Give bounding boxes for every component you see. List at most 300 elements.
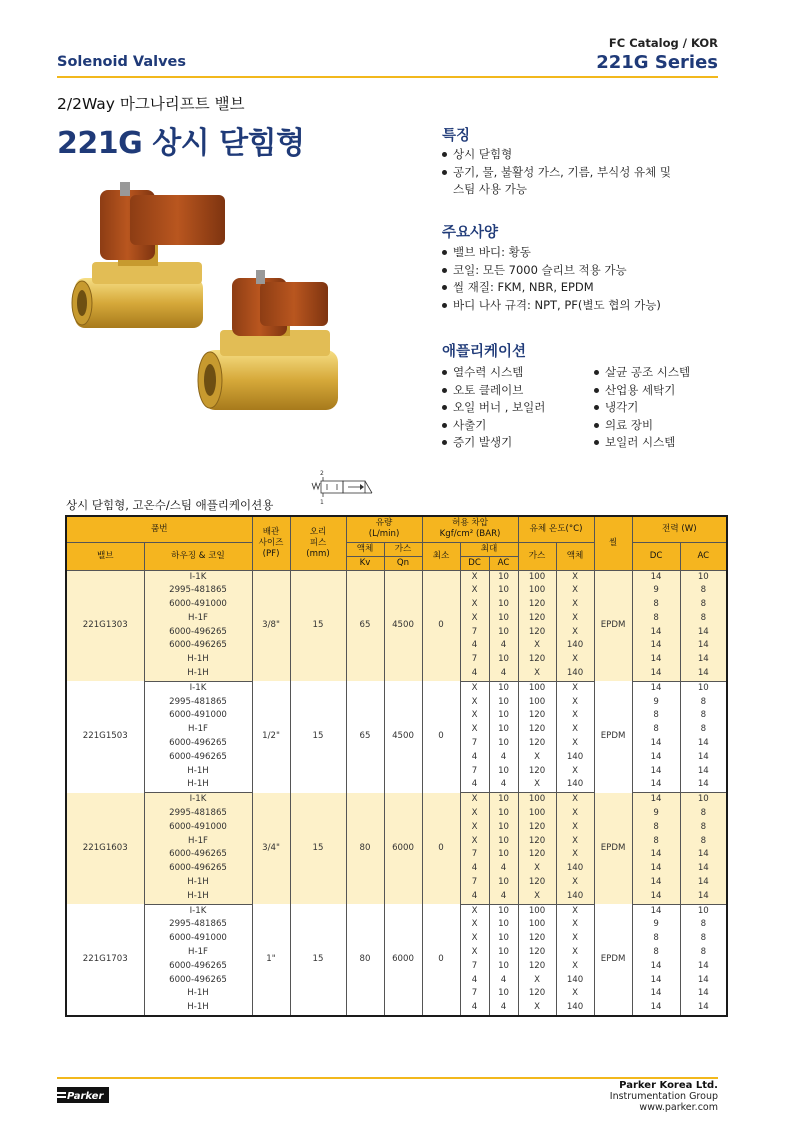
cell-qn: 4500 bbox=[384, 570, 422, 681]
header-ac: AC bbox=[489, 556, 518, 570]
logo-text: Parker bbox=[67, 1091, 104, 1102]
header-temp-liquid: 액체 bbox=[556, 542, 594, 570]
cell-temp-gas: X bbox=[518, 1001, 556, 1016]
cell-max-dc: X bbox=[460, 709, 489, 723]
cell-housing-coil: H-1F bbox=[144, 612, 252, 626]
cell-max-dc: X bbox=[460, 918, 489, 932]
cell-orifice: 15 bbox=[290, 904, 346, 1016]
cell-temp-gas: 100 bbox=[518, 918, 556, 932]
cell-max-dc: X bbox=[460, 570, 489, 584]
cell-housing-coil: 2995-481865 bbox=[144, 807, 252, 821]
cell-housing-coil: 6000-491000 bbox=[144, 598, 252, 612]
cell-temp-gas: 120 bbox=[518, 737, 556, 751]
cell-max-dc: X bbox=[460, 793, 489, 807]
cell-power-ac: 8 bbox=[680, 821, 727, 835]
cell-kv: 80 bbox=[346, 904, 384, 1016]
cell-power-dc: 8 bbox=[632, 598, 680, 612]
cell-qn: 6000 bbox=[384, 793, 422, 904]
cell-power-dc: 14 bbox=[632, 765, 680, 779]
cell-power-ac: 14 bbox=[680, 960, 727, 974]
cell-housing-coil: H-1F bbox=[144, 946, 252, 960]
cell-temp-liquid: X bbox=[556, 876, 594, 890]
cell-power-dc: 14 bbox=[632, 667, 680, 681]
cell-housing-coil: H-1F bbox=[144, 835, 252, 849]
cell-max-ac: 10 bbox=[489, 932, 518, 946]
cell-temp-liquid: X bbox=[556, 709, 594, 723]
cell-power-ac: 10 bbox=[680, 793, 727, 807]
cell-power-dc: 8 bbox=[632, 946, 680, 960]
cell-power-dc: 14 bbox=[632, 1001, 680, 1016]
cell-max-ac: 10 bbox=[489, 584, 518, 598]
spec-item: 씰 재질: FKM, NBR, EPDM bbox=[442, 279, 722, 297]
cell-max-dc: 4 bbox=[460, 639, 489, 653]
cell-power-dc: 14 bbox=[632, 862, 680, 876]
cell-housing-coil: H-1F bbox=[144, 723, 252, 737]
cell-power-ac: 8 bbox=[680, 918, 727, 932]
cell-housing-coil: 2995-481865 bbox=[144, 584, 252, 598]
cell-power-dc: 14 bbox=[632, 793, 680, 807]
cell-seal: EPDM bbox=[594, 793, 632, 904]
cell-max-ac: 10 bbox=[489, 946, 518, 960]
cell-max-ac: 4 bbox=[489, 667, 518, 681]
cell-qn: 4500 bbox=[384, 681, 422, 792]
applications-title: 애플리케이션 bbox=[442, 344, 527, 360]
footer-url: www.parker.com bbox=[639, 1102, 718, 1113]
cell-power-ac: 14 bbox=[680, 848, 727, 862]
cell-temp-liquid: X bbox=[556, 946, 594, 960]
cell-max-ac: 10 bbox=[489, 876, 518, 890]
cell-max-ac: 10 bbox=[489, 709, 518, 723]
cell-temp-liquid: X bbox=[556, 960, 594, 974]
cell-temp-gas: 100 bbox=[518, 793, 556, 807]
cell-temp-liquid: 140 bbox=[556, 778, 594, 792]
header-housing-coil: 하우징 & 코일 bbox=[144, 542, 252, 570]
cell-max-dc: X bbox=[460, 598, 489, 612]
cell-temp-gas: 100 bbox=[518, 807, 556, 821]
cell-max-dc: 4 bbox=[460, 862, 489, 876]
features-list bbox=[442, 146, 722, 199]
cell-temp-liquid: X bbox=[556, 598, 594, 612]
cell-housing-coil: 6000-496265 bbox=[144, 737, 252, 751]
series-label: 221G Series bbox=[596, 52, 718, 73]
cell-temp-gas: 100 bbox=[518, 696, 556, 710]
cell-temp-gas: 120 bbox=[518, 821, 556, 835]
cell-max-dc: X bbox=[460, 696, 489, 710]
header-power-dc: DC bbox=[632, 542, 680, 570]
application-item: 오토 클레이브 bbox=[442, 382, 592, 400]
cell-max-dc: X bbox=[460, 612, 489, 626]
cell-power-dc: 14 bbox=[632, 626, 680, 640]
spec-item: 코일: 모든 7000 슬리브 적용 가능 bbox=[442, 262, 722, 280]
cell-housing-coil: 6000-496265 bbox=[144, 626, 252, 640]
cell-housing-coil: 6000-496265 bbox=[144, 862, 252, 876]
cell-power-dc: 9 bbox=[632, 918, 680, 932]
cell-temp-gas: X bbox=[518, 751, 556, 765]
cell-temp-liquid: X bbox=[556, 570, 594, 584]
cell-temp-liquid: X bbox=[556, 987, 594, 1001]
cell-power-dc: 8 bbox=[632, 723, 680, 737]
cell-max-dc: 4 bbox=[460, 778, 489, 792]
cell-max-dc: 4 bbox=[460, 751, 489, 765]
cell-temp-gas: 120 bbox=[518, 709, 556, 723]
cell-temp-gas: 120 bbox=[518, 876, 556, 890]
features-title: 특징 bbox=[442, 128, 471, 144]
cell-power-ac: 8 bbox=[680, 835, 727, 849]
cell-power-dc: 14 bbox=[632, 681, 680, 695]
cell-power-ac: 14 bbox=[680, 876, 727, 890]
applications-list-left bbox=[442, 364, 592, 452]
cell-temp-gas: X bbox=[518, 862, 556, 876]
cell-power-dc: 14 bbox=[632, 778, 680, 792]
cell-power-dc: 14 bbox=[632, 570, 680, 584]
cell-max-ac: 10 bbox=[489, 598, 518, 612]
cell-power-dc: 9 bbox=[632, 696, 680, 710]
cell-power-dc: 14 bbox=[632, 960, 680, 974]
cell-temp-gas: 120 bbox=[518, 848, 556, 862]
cell-temp-liquid: 140 bbox=[556, 890, 594, 904]
cell-power-ac: 14 bbox=[680, 1001, 727, 1016]
cell-housing-coil: H-1H bbox=[144, 778, 252, 792]
cell-max-dc: 7 bbox=[460, 848, 489, 862]
cell-temp-liquid: 140 bbox=[556, 639, 594, 653]
cell-temp-gas: 100 bbox=[518, 904, 556, 918]
header-liquid: 액체 bbox=[346, 542, 384, 556]
cell-power-dc: 14 bbox=[632, 904, 680, 918]
cell-power-dc: 14 bbox=[632, 890, 680, 904]
cell-power-dc: 14 bbox=[632, 876, 680, 890]
cell-max-ac: 10 bbox=[489, 835, 518, 849]
cell-seal: EPDM bbox=[594, 904, 632, 1016]
cell-power-ac: 10 bbox=[680, 570, 727, 584]
cell-power-ac: 8 bbox=[680, 932, 727, 946]
footer-group: Instrumentation Group bbox=[609, 1091, 718, 1102]
cell-housing-coil: H-1H bbox=[144, 653, 252, 667]
spec-table bbox=[65, 515, 728, 1017]
header-pipe-size: 배관 사이즈 (PF) bbox=[252, 516, 290, 570]
cell-housing-coil: 6000-496265 bbox=[144, 960, 252, 974]
table-row bbox=[66, 904, 727, 918]
cell-max-ac: 10 bbox=[489, 765, 518, 779]
cell-temp-gas: 120 bbox=[518, 612, 556, 626]
cell-housing-coil: I-1K bbox=[144, 904, 252, 918]
cell-max-dc: 7 bbox=[460, 876, 489, 890]
cell-housing-coil: 6000-496265 bbox=[144, 848, 252, 862]
cell-power-ac: 8 bbox=[680, 584, 727, 598]
header-orifice: 오리 피스 (mm) bbox=[290, 516, 346, 570]
cell-power-dc: 14 bbox=[632, 639, 680, 653]
specs-list bbox=[442, 244, 722, 314]
cell-qn: 6000 bbox=[384, 904, 422, 1016]
cell-max-ac: 10 bbox=[489, 904, 518, 918]
cell-temp-gas: 120 bbox=[518, 932, 556, 946]
cell-temp-gas: X bbox=[518, 667, 556, 681]
cell-min-pressure: 0 bbox=[422, 793, 460, 904]
cell-temp-gas: 100 bbox=[518, 570, 556, 584]
cell-orifice: 15 bbox=[290, 570, 346, 681]
table-row bbox=[66, 793, 727, 807]
cell-temp-gas: 120 bbox=[518, 835, 556, 849]
cell-temp-gas: 120 bbox=[518, 987, 556, 1001]
cell-power-ac: 8 bbox=[680, 612, 727, 626]
cell-temp-liquid: X bbox=[556, 626, 594, 640]
cell-temp-liquid: X bbox=[556, 793, 594, 807]
header-temp: 유체 온도(°C) bbox=[518, 516, 594, 542]
cell-max-dc: 4 bbox=[460, 667, 489, 681]
cell-housing-coil: H-1H bbox=[144, 667, 252, 681]
cell-housing-coil: H-1H bbox=[144, 890, 252, 904]
cell-seal: EPDM bbox=[594, 681, 632, 792]
cell-temp-liquid: X bbox=[556, 835, 594, 849]
cell-max-ac: 10 bbox=[489, 681, 518, 695]
cell-power-dc: 14 bbox=[632, 653, 680, 667]
cell-power-dc: 14 bbox=[632, 987, 680, 1001]
cell-temp-liquid: 140 bbox=[556, 751, 594, 765]
header-flow: 유량 (L/min) bbox=[346, 516, 422, 542]
cell-housing-coil: I-1K bbox=[144, 681, 252, 695]
cell-temp-liquid: 140 bbox=[556, 862, 594, 876]
cell-pipe-size: 3/4" bbox=[252, 793, 290, 904]
cell-max-dc: X bbox=[460, 835, 489, 849]
cell-temp-liquid: X bbox=[556, 584, 594, 598]
cell-orifice: 15 bbox=[290, 681, 346, 792]
header-valve: 밸브 bbox=[66, 542, 144, 570]
cell-temp-gas: X bbox=[518, 778, 556, 792]
cell-temp-liquid: X bbox=[556, 681, 594, 695]
cell-power-ac: 8 bbox=[680, 709, 727, 723]
header-seal: 씰 bbox=[594, 516, 632, 570]
cell-housing-coil: 2995-481865 bbox=[144, 918, 252, 932]
cell-temp-liquid: X bbox=[556, 723, 594, 737]
port-label-in: 2 bbox=[320, 470, 324, 477]
header-part-no: 품번 bbox=[66, 516, 252, 542]
page-title: 221G 상시 닫힘형 bbox=[57, 126, 305, 161]
cell-valve: 221G1703 bbox=[66, 904, 144, 1016]
applications-list-right bbox=[594, 364, 724, 452]
application-item: 냉각기 bbox=[594, 399, 724, 417]
cell-max-dc: 4 bbox=[460, 974, 489, 988]
cell-min-pressure: 0 bbox=[422, 570, 460, 681]
valve-symbol-icon bbox=[310, 467, 376, 505]
cell-power-ac: 14 bbox=[680, 974, 727, 988]
cell-min-pressure: 0 bbox=[422, 681, 460, 792]
cell-max-ac: 10 bbox=[489, 807, 518, 821]
cell-max-ac: 10 bbox=[489, 848, 518, 862]
cell-temp-liquid: X bbox=[556, 932, 594, 946]
cell-temp-liquid: X bbox=[556, 904, 594, 918]
cell-min-pressure: 0 bbox=[422, 904, 460, 1016]
cell-pipe-size: 1/2" bbox=[252, 681, 290, 792]
cell-max-ac: 4 bbox=[489, 890, 518, 904]
header-gas: 가스 bbox=[384, 542, 422, 556]
cell-max-dc: X bbox=[460, 946, 489, 960]
cell-power-dc: 8 bbox=[632, 932, 680, 946]
application-item: 의료 장비 bbox=[594, 417, 724, 435]
header-pressure: 허용 차압 Kgf/cm² (BAR) bbox=[422, 516, 518, 542]
cell-housing-coil: 6000-491000 bbox=[144, 932, 252, 946]
spec-item: 밸브 바디: 황동 bbox=[442, 244, 722, 262]
footer-divider bbox=[57, 1077, 718, 1079]
cell-kv: 65 bbox=[346, 681, 384, 792]
cell-power-dc: 9 bbox=[632, 584, 680, 598]
header-qn: Qn bbox=[384, 556, 422, 570]
cell-housing-coil: H-1H bbox=[144, 765, 252, 779]
header-divider bbox=[57, 76, 718, 78]
cell-temp-liquid: X bbox=[556, 848, 594, 862]
cell-max-dc: X bbox=[460, 821, 489, 835]
cell-temp-gas: X bbox=[518, 890, 556, 904]
cell-housing-coil: H-1H bbox=[144, 876, 252, 890]
cell-max-ac: 10 bbox=[489, 821, 518, 835]
page-subtitle: 2/2Way 마그나리프트 밸브 bbox=[57, 95, 245, 113]
cell-power-ac: 8 bbox=[680, 946, 727, 960]
cell-max-ac: 4 bbox=[489, 974, 518, 988]
cell-max-dc: X bbox=[460, 681, 489, 695]
cell-max-ac: 10 bbox=[489, 626, 518, 640]
cell-kv: 80 bbox=[346, 793, 384, 904]
cell-max-dc: 4 bbox=[460, 1001, 489, 1016]
cell-max-ac: 10 bbox=[489, 723, 518, 737]
cell-valve: 221G1503 bbox=[66, 681, 144, 792]
cell-temp-liquid: X bbox=[556, 821, 594, 835]
cell-max-dc: X bbox=[460, 584, 489, 598]
cell-temp-liquid: X bbox=[556, 765, 594, 779]
cell-max-dc: 7 bbox=[460, 765, 489, 779]
header-max: 최대 bbox=[460, 542, 518, 556]
cell-housing-coil: 6000-496265 bbox=[144, 639, 252, 653]
cell-temp-liquid: X bbox=[556, 737, 594, 751]
cell-power-ac: 14 bbox=[680, 653, 727, 667]
cell-housing-coil: I-1K bbox=[144, 570, 252, 584]
cell-temp-gas: 120 bbox=[518, 598, 556, 612]
cell-max-dc: X bbox=[460, 932, 489, 946]
cell-max-dc: 7 bbox=[460, 626, 489, 640]
feature-item: 공기, 물, 불활성 가스, 기름, 부식성 유체 및 스팀 사용 가능 bbox=[442, 164, 722, 199]
cell-power-ac: 8 bbox=[680, 723, 727, 737]
table-row bbox=[66, 681, 727, 695]
cell-max-ac: 10 bbox=[489, 918, 518, 932]
cell-max-ac: 4 bbox=[489, 862, 518, 876]
cell-power-ac: 14 bbox=[680, 667, 727, 681]
header-temp-gas: 가스 bbox=[518, 542, 556, 570]
cell-max-ac: 10 bbox=[489, 696, 518, 710]
cell-power-dc: 14 bbox=[632, 974, 680, 988]
cell-temp-liquid: 140 bbox=[556, 974, 594, 988]
cell-temp-gas: 120 bbox=[518, 723, 556, 737]
specs-title: 주요사양 bbox=[442, 225, 499, 241]
cell-power-dc: 14 bbox=[632, 848, 680, 862]
cell-max-ac: 10 bbox=[489, 960, 518, 974]
cell-power-dc: 8 bbox=[632, 612, 680, 626]
cell-max-ac: 4 bbox=[489, 778, 518, 792]
cell-kv: 65 bbox=[346, 570, 384, 681]
cell-temp-gas: 120 bbox=[518, 946, 556, 960]
cell-temp-gas: 100 bbox=[518, 681, 556, 695]
table-caption: 상시 닫힘형, 고온수/스팀 애플리케이션용 bbox=[66, 498, 274, 512]
cell-valve: 221G1303 bbox=[66, 570, 144, 681]
cell-max-ac: 10 bbox=[489, 653, 518, 667]
application-item: 오일 버너 , 보일러 bbox=[442, 399, 592, 417]
cell-power-ac: 8 bbox=[680, 598, 727, 612]
cell-power-ac: 14 bbox=[680, 862, 727, 876]
cell-temp-gas: X bbox=[518, 974, 556, 988]
header-power-ac: AC bbox=[680, 542, 727, 570]
cell-max-ac: 4 bbox=[489, 639, 518, 653]
application-item: 사출기 bbox=[442, 417, 592, 435]
spec-table-body bbox=[66, 570, 727, 1016]
cell-power-ac: 8 bbox=[680, 696, 727, 710]
cell-housing-coil: H-1H bbox=[144, 987, 252, 1001]
cell-power-ac: 8 bbox=[680, 807, 727, 821]
cell-power-dc: 8 bbox=[632, 821, 680, 835]
cell-max-ac: 4 bbox=[489, 751, 518, 765]
cell-power-ac: 14 bbox=[680, 987, 727, 1001]
cell-power-ac: 14 bbox=[680, 639, 727, 653]
cell-housing-coil: 6000-496265 bbox=[144, 751, 252, 765]
footer-company: Parker Korea Ltd. bbox=[619, 1080, 718, 1091]
header-dc: DC bbox=[460, 556, 489, 570]
cell-power-ac: 14 bbox=[680, 626, 727, 640]
cell-max-dc: 7 bbox=[460, 737, 489, 751]
cell-max-ac: 10 bbox=[489, 612, 518, 626]
cell-housing-coil: I-1K bbox=[144, 793, 252, 807]
cell-temp-liquid: X bbox=[556, 653, 594, 667]
cell-power-ac: 14 bbox=[680, 778, 727, 792]
header-kv: Kv bbox=[346, 556, 384, 570]
cell-housing-coil: 6000-496265 bbox=[144, 974, 252, 988]
cell-max-dc: 7 bbox=[460, 987, 489, 1001]
header-min: 최소 bbox=[422, 542, 460, 570]
cell-temp-gas: 120 bbox=[518, 626, 556, 640]
cell-power-ac: 14 bbox=[680, 737, 727, 751]
cell-power-dc: 8 bbox=[632, 709, 680, 723]
product-photo bbox=[70, 180, 370, 430]
catalog-label: FC Catalog / KOR bbox=[608, 36, 718, 50]
cell-max-dc: X bbox=[460, 723, 489, 737]
cell-power-dc: 14 bbox=[632, 751, 680, 765]
cell-temp-gas: 120 bbox=[518, 960, 556, 974]
application-item: 증기 발생기 bbox=[442, 434, 592, 452]
cell-temp-gas: 120 bbox=[518, 653, 556, 667]
cell-housing-coil: H-1H bbox=[144, 1001, 252, 1016]
header-power: 전력 (W) bbox=[632, 516, 727, 542]
cell-temp-liquid: X bbox=[556, 807, 594, 821]
cell-pipe-size: 1" bbox=[252, 904, 290, 1016]
cell-power-dc: 9 bbox=[632, 807, 680, 821]
category-label: Solenoid Valves bbox=[57, 54, 186, 70]
cell-pipe-size: 3/8" bbox=[252, 570, 290, 681]
valve-front bbox=[198, 270, 338, 410]
application-item: 산업용 세탁기 bbox=[594, 382, 724, 400]
application-item: 열수력 시스템 bbox=[442, 364, 592, 382]
application-item: 살균 공조 시스템 bbox=[594, 364, 724, 382]
application-item: 보일러 시스템 bbox=[594, 434, 724, 452]
cell-temp-liquid: X bbox=[556, 696, 594, 710]
table-row bbox=[66, 570, 727, 584]
cell-temp-gas: X bbox=[518, 639, 556, 653]
valve-back bbox=[72, 182, 225, 328]
cell-orifice: 15 bbox=[290, 793, 346, 904]
cell-temp-liquid: 140 bbox=[556, 667, 594, 681]
cell-power-dc: 14 bbox=[632, 737, 680, 751]
cell-max-dc: X bbox=[460, 807, 489, 821]
cell-power-ac: 10 bbox=[680, 681, 727, 695]
cell-housing-coil: 6000-491000 bbox=[144, 821, 252, 835]
cell-max-dc: X bbox=[460, 904, 489, 918]
cell-temp-gas: 100 bbox=[518, 584, 556, 598]
cell-max-ac: 4 bbox=[489, 1001, 518, 1016]
cell-power-ac: 14 bbox=[680, 890, 727, 904]
cell-housing-coil: 2995-481865 bbox=[144, 696, 252, 710]
